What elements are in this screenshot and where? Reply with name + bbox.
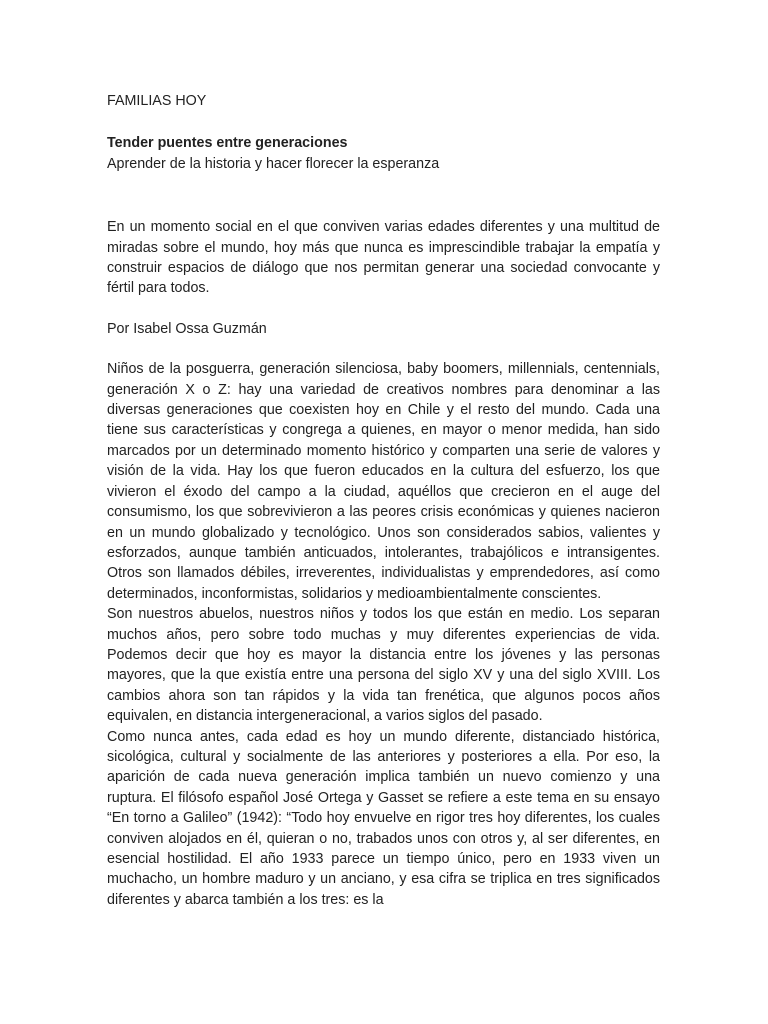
article-subtitle: Aprender de la historia y hacer florecer la esperanza (107, 155, 440, 172)
article-lead: En un momento social en el que conviven varias edades diferentes y una multitud de miradas sobre el mundo, hoy más que nunca es imprescindible trabajar la empatía y construir espacios de diálogo que nos permitan generar una sociedad convocante y fértil para todos. (107, 219, 660, 297)
article-byline: Por Isabel Ossa Guzmán (107, 320, 267, 337)
section-label: FAMILIAS HOY (107, 93, 207, 109)
body-paragraph: Como nunca antes, cada edad es hoy un mundo diferente, distanciado histórica, sicológica, cultural y socialmente de las anteriores y posteriores a ella. Por eso, la aparición de cada nueva generación implica también un nuevo comienzo y una ruptura. El filósofo español José Ortega y Gasset se refiere a este tema en su ensayo “En torno a Galileo” (1942): “Todo hoy envuelve en rigor tres hoy diferentes, los cuales conviven alojados en él, quieran o no, trabados unos con otros y, al ser diferentes, en esencial hostilidad. El año 1933 parece un tiempo único, pero en 1933 viven un muchacho, un hombre maduro y un anciano, y esa cifra se triplica en tres significados diferentes y abarca también a los tres: es la (107, 728, 660, 908)
body-paragraph: Niños de la posguerra, generación silenciosa, baby boomers, millennials, centennials, generación X o Z: hay una variedad de creativos nombres para denominar a las diversas generaciones que coexisten hoy en Chile y el resto del mundo. Cada una tiene sus características y congrega a quienes, en mayor o menor medida, han sido marcados por un determinado momento histórico y comparten una serie de valores y visión de la vida. Hay los que fueron educados en la cultura del esfuerzo, los que vivieron el éxodo del campo a la ciudad, aquéllos que crecieron en el auge del consumismo, los que sobrevivieron a las peores crisis económicas y quienes nacieron en un mundo globalizado y tecnológico. Unos son considerados sabios, valientes y esforzados, aunque también anticuados, intolerantes, trabajólicos e intransigentes. Otros son llamados débiles, irreverentes, individualistas y emprendedores, así como determinados, inconformistas, solidarios y medioambientalmente conscientes. (107, 361, 660, 602)
document-page (107, 91, 660, 910)
body-paragraph: Son nuestros abuelos, nuestros niños y todos los que están en medio. Los separan muchos años, pero sobre todo muchas y muy diferentes experiencias de vida. Podemos decir que hoy es mayor la distancia entre los jóvenes y las personas mayores, que la que existía entre una persona del siglo XV y una del siglo XVIII. Los cambios ahora son tan rápidos y la vida tan frenética, que algunos pocos años equivalen, en distancia intergeneracional, a varios siglos del pasado. (107, 606, 660, 725)
article-title: Tender puentes entre generaciones (107, 135, 348, 152)
